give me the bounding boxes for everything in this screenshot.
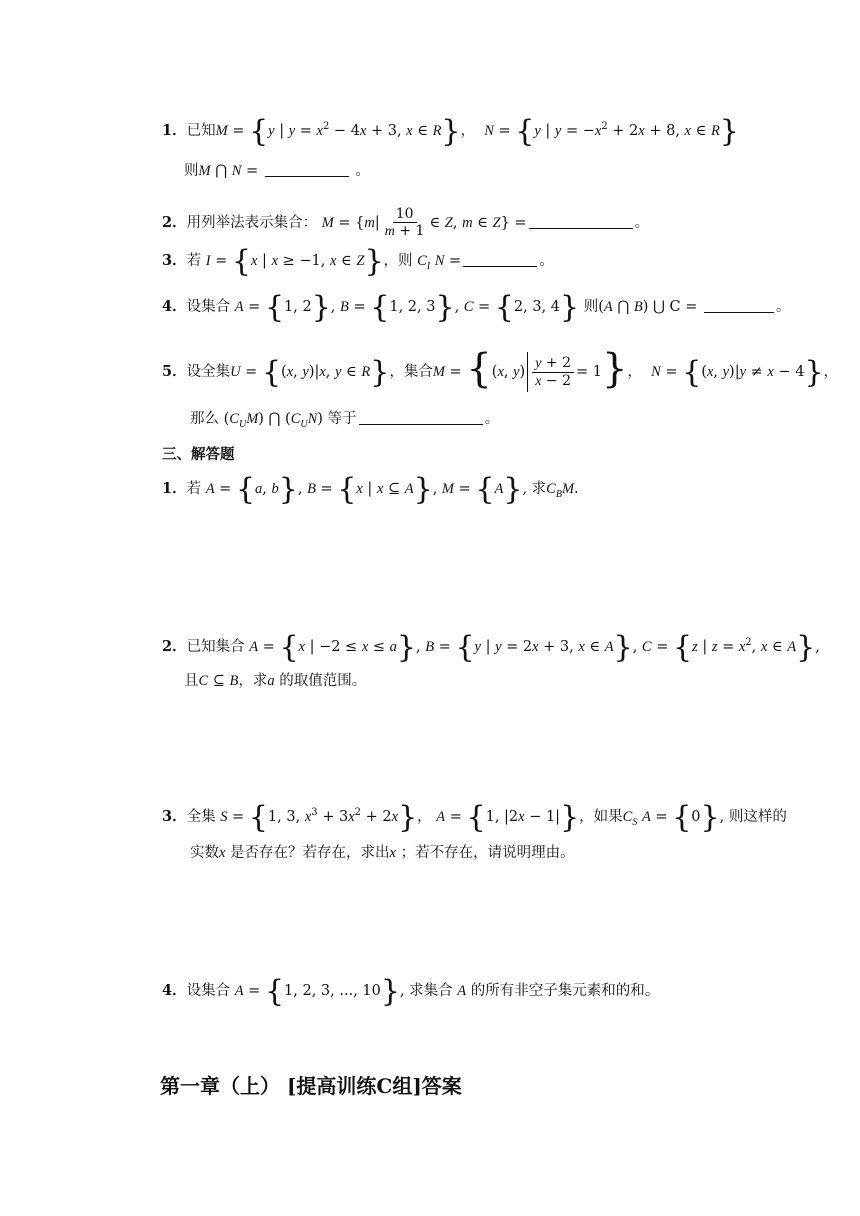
problem-number: 4． <box>162 982 187 999</box>
question-text: 已知 <box>186 123 216 139</box>
problem-number: 2． <box>162 638 187 655</box>
fraction: $\frac{y + 2}{x - 2}$ <box>532 355 574 390</box>
answer-blank[interactable] <box>463 252 537 267</box>
problem-4: 4．设集合 A = {1, 2, 3, ..., 10}, 求集合 A 的所有非空子集元素和的和。 <box>162 974 660 1009</box>
question-number: 3． <box>162 252 187 269</box>
answer-blank[interactable] <box>529 214 633 229</box>
problem-3-line-2: 实数x 是否存在？若存在，求出x ；若不存在，请说明理由。 <box>190 845 575 861</box>
question-number: 5． <box>162 363 187 380</box>
problem-3-line-1: 3．全集 S = {1, 3, $x^3 + 3x^2 + 2x$}， A = {1, |2x − 1|}，如果$C_S$ A = {0}, 则这样的 <box>162 800 787 835</box>
question-number: 2． <box>162 214 187 231</box>
question-5-line-2: 那么 $(C_UM)$ ⋂ $(C_UN)$ 等于 。 <box>190 411 500 430</box>
section-title: 三、解答题 <box>162 446 235 463</box>
question-1-line-1: 1．已知M = {y | $y = x^2 - 4x + 3$, x ∈ R}， N = {y | $y = -x^2 + 2x + 8$, x ∈ R} <box>162 114 739 149</box>
question-4: 4．设集合 A = {1, 2}, B = {1, 2, 3}, C = {2, 3, 4} 则(A ⋂ B) ⋃ C = 。 <box>162 290 791 325</box>
math-expression: M <box>215 123 228 139</box>
problem-2-line-2: 且C ⊆ B，求a 的取值范围。 <box>184 673 367 689</box>
question-5-line-1: 5．设全集U = {(x, y)|x, y ∈ R}，集合M = {(x, y) $\frac{y + 2}{x - 2}$ = 1}， N = {(x, y)|y ≠ x − 4}， <box>162 346 839 392</box>
answer-blank[interactable] <box>359 410 483 425</box>
question-1-line-2: 则M ⋂ N = 。 <box>184 163 370 179</box>
fraction: $\frac{10}{m + 1}$ <box>384 206 425 239</box>
problem-2-line-1: 2．已知集合 A = {x | −2 ≤ x ≤ a}, B = {y | y = 2x + 3, x ∈ A}, C = {z | $z = x^2$, x ∈ A}, <box>162 630 820 665</box>
question-number: 1． <box>162 122 187 139</box>
question-number: 4． <box>162 298 187 315</box>
problem-number: 3． <box>162 808 187 825</box>
answer-blank[interactable] <box>265 162 349 177</box>
answer-blank[interactable] <box>704 298 774 313</box>
problem-number: 1． <box>162 480 187 497</box>
question-2: 2．用列举法表示集合： M = {m| $\frac{10}{m + 1}$ ∈ Z, m ∈ Z} = 。 <box>162 206 650 239</box>
problem-1: 1．若 A = {a, b}, B = {x | x ⊆ A}, M = {A}, 求$C_BM$. <box>162 472 579 507</box>
question-3: 3．若 I = {x | x ≥ −1, x ∈ Z}，则 $C_I$ N = 。 <box>162 244 554 279</box>
answer-section-heading: 第一章（上） [提高训练C组]答案 <box>160 1074 462 1098</box>
